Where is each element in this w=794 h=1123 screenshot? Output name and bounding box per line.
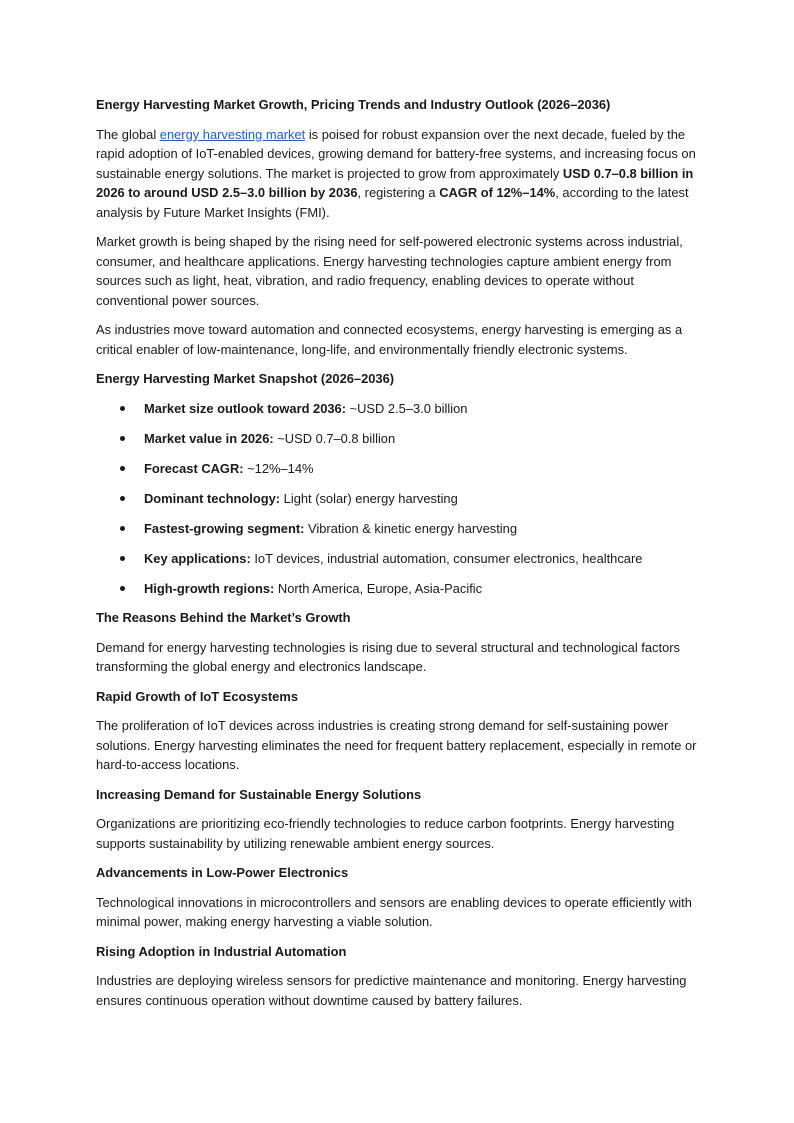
list-item (96, 579, 704, 599)
intro-bold-market-size: USD 0.7–0.8 billion in 2026 to around USD 2.5–3.0 billion by 2036 (96, 165, 694, 200)
reasons-intro: Demand for energy harvesting technologies is rising due to several structural and technological factors transforming the global energy and electronics landscape. (96, 639, 680, 674)
section-heading-automation: Rising Adoption in Industrial Automation (96, 943, 347, 959)
list-item (96, 429, 704, 449)
list-item (96, 489, 704, 509)
list-item-label: Dominant technology: (144, 490, 281, 506)
snapshot-list (96, 399, 704, 599)
intro-paragraph-2: Market growth is being shaped by the rising need for self-powered electronic systems across industrial, consumer, and healthcare applications. Energy harvesting technologies capture ambient energy from sources such as light, heat, vibration, and radio frequency, enabling devices to operate without conventional power sources. (96, 234, 683, 308)
section-body-sustainable: Organizations are prioritizing eco-friendly technologies to reduce carbon footprints. Energy harvesting supports sustainability by utilizing renewable ambient energy sources. (96, 816, 675, 851)
snapshot-heading: Energy Harvesting Market Snapshot (2026–2036) (96, 371, 395, 386)
intro-text-b: is poised for robust expansion over the next decade, fueled by the rapid adoption of IoT-enabled devices, growing demand for battery-free systems, and increasing focus on sustainable energy solutions. The market is projected to grow from approximately (96, 126, 696, 181)
list-item-value: North America, Europe, Asia-Pacific (274, 580, 483, 596)
section-body-iot: The proliferation of IoT devices across industries is creating strong demand for self-sustaining power solutions. Energy harvesting eliminates the need for frequent battery replacement, especially in remote or hard-to-access locations. (96, 718, 697, 772)
section-heading-low-power: Advancements in Low-Power Electronics (96, 865, 349, 880)
list-item (96, 519, 704, 539)
document-title: Energy Harvesting Market Growth, Pricing Trends and Industry Outlook (2026–2036) (96, 97, 611, 112)
list-item (96, 459, 704, 479)
intro-text-c: , registering a (357, 185, 440, 200)
list-item-value: ~USD 2.5–3.0 billion (346, 400, 468, 416)
intro-text-a: The global (96, 126, 160, 142)
list-item-label: Key applications: (144, 550, 251, 566)
list-item-value: ~12%–14% (243, 460, 314, 476)
list-item-label: Market value in 2026: (144, 430, 274, 446)
list-item-label: Fastest-growing segment: (144, 520, 305, 536)
list-item-label: Market size outlook toward 2036: (144, 400, 347, 416)
list-item-value: Vibration & kinetic energy harvesting (304, 520, 518, 536)
intro-bold-cagr: CAGR of 12%–14% (439, 185, 556, 200)
section-body-low-power: Technological innovations in microcontrollers and sensors are enabling devices to operate efficiently with minimal power, making energy harvesting a viable solution. (96, 894, 692, 929)
list-item-value: ~USD 0.7–0.8 billion (273, 430, 396, 446)
list-item-label: High-growth regions: (144, 580, 275, 596)
intro-paragraph-3: As industries move toward automation and connected ecosystems, energy harvesting is emerging as a critical enabler of low-maintenance, long-life, and environmentally friendly electronic systems. (96, 322, 683, 357)
list-item-value: IoT devices, industrial automation, consumer electronics, healthcare (250, 550, 643, 566)
section-heading-sustainable: Increasing Demand for Sustainable Energy Solutions (96, 786, 422, 802)
intro-paragraph-1 (96, 125, 704, 223)
intro-text-d: , according to the latest analysis by Future Market Insights (FMI). (96, 185, 689, 220)
list-item (96, 549, 704, 569)
list-item-label: Forecast CAGR: (144, 460, 244, 476)
energy-harvesting-market-link[interactable]: energy harvesting market (159, 126, 306, 142)
section-heading-iot: Rapid Growth of IoT Ecosystems (96, 688, 298, 704)
reasons-heading: The Reasons Behind the Market’s Growth (96, 610, 351, 625)
section-body-automation: Industries are deploying wireless sensors for predictive maintenance and monitoring. Energy harvesting ensures continuous operation without downtime caused by battery failures. (96, 973, 687, 1008)
list-item-value: Light (solar) energy harvesting (280, 490, 458, 506)
list-item (96, 399, 704, 419)
document-body (96, 95, 704, 1010)
